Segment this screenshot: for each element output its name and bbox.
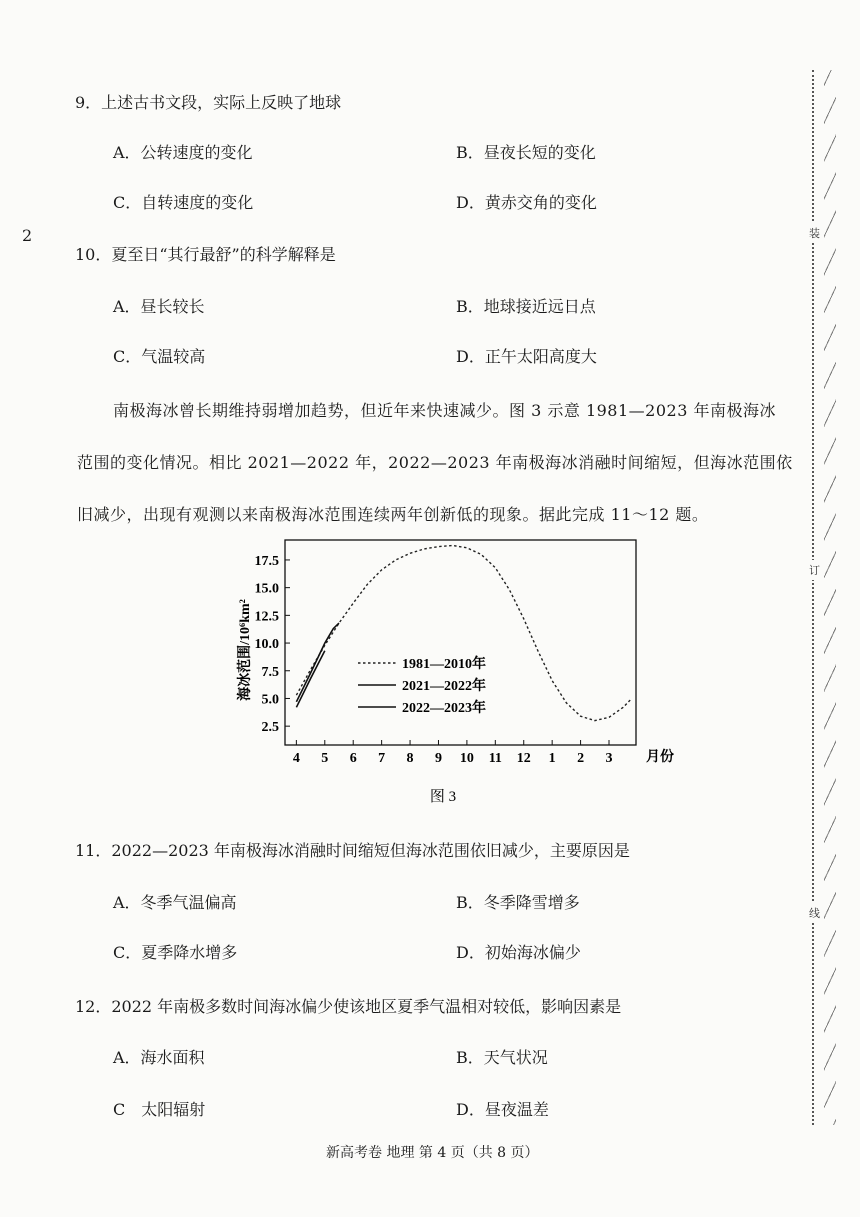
- legend-label: 2022—2023年: [402, 701, 486, 716]
- legend-label: 2021—2022年: [402, 679, 486, 694]
- option-b: B．地球接近远日点: [456, 297, 596, 316]
- y-tick-label: 2.5: [261, 720, 279, 736]
- x-tick-label: 9: [434, 751, 442, 766]
- legend-label: 1981—2010年: [402, 657, 486, 672]
- option-d: D．黄赤交角的变化: [456, 193, 597, 212]
- slash-pattern: [824, 70, 836, 1125]
- x-tick-label: 8: [406, 751, 414, 766]
- option-c: C．气温较高: [113, 347, 206, 366]
- chart-ticks: [255, 554, 613, 766]
- option-a: A．海水面积: [113, 1048, 205, 1067]
- question-stem: 12．2022 年南极多数时间海冰偏少使该地区夏季气温相对较低，影响因素是: [75, 997, 622, 1016]
- y-tick-label: 17.5: [254, 553, 279, 569]
- series-line-1: [296, 546, 631, 721]
- option-a: A．昼长较长: [113, 297, 205, 316]
- chart-xlabel: 月份: [646, 750, 674, 765]
- option-c: C．自转速度的变化: [113, 193, 254, 212]
- option-c: C．夏季降水增多: [113, 943, 238, 962]
- x-tick-label: 7: [378, 751, 386, 766]
- passage-line: 旧减少，出现有观测以来南极海冰范围连续两年创新低的现象。据此完成 11～12 题。: [77, 505, 709, 524]
- question-stem: 9．上述古书文段，实际上反映了地球: [75, 93, 342, 112]
- binding-label-ding: 订: [809, 560, 820, 580]
- series-line-3: [296, 651, 324, 708]
- option-d: D．昼夜温差: [456, 1100, 549, 1119]
- option-b: B．昼夜长短的变化: [456, 143, 596, 162]
- x-tick-label: 11: [488, 751, 502, 766]
- binding-margin: [809, 70, 840, 1125]
- binding-label-zhuang: 装: [809, 223, 820, 243]
- question-stem: 10．夏至日“其行最舒”的科学解释是: [75, 245, 336, 264]
- x-tick-label: 3: [605, 751, 613, 766]
- x-tick-label: 2: [577, 751, 585, 766]
- question-stem: 11．2022—2023 年南极海冰消融时间缩短但海冰范围依旧减少，主要原因是: [75, 841, 630, 860]
- binding-label-xian: 线: [809, 903, 820, 923]
- series-line-2: [296, 623, 339, 702]
- option-b: B．冬季降雪增多: [456, 893, 580, 912]
- chart-caption: 图 3: [429, 789, 457, 805]
- passage-line: 南极海冰曾长期维持弱增加趋势，但近年来快速减少。图 3 示意 1981—2023 年南极海冰: [113, 401, 776, 420]
- option-d: D．正午太阳高度大: [456, 347, 597, 366]
- x-tick-label: 10: [459, 751, 474, 766]
- y-tick-label: 7.5: [261, 664, 279, 680]
- chart-legend: [358, 655, 486, 716]
- chart-axes: [285, 540, 636, 745]
- x-tick-label: 12: [516, 751, 531, 766]
- passage-line: 范围的变化情况。相比 2021—2022 年，2022—2023 年南极海冰消融时间缩短，但海冰范围依: [77, 453, 793, 472]
- x-tick-label: 6: [349, 751, 357, 766]
- option-d: D．初始海冰偏少: [456, 943, 581, 962]
- chart-series: [296, 546, 631, 721]
- option-c: C 太阳辐射: [113, 1100, 206, 1119]
- plot-frame: [285, 540, 636, 745]
- x-tick-label: 1: [548, 751, 556, 766]
- x-tick-label: 5: [321, 751, 329, 766]
- chart-ylabel: 海冰范围/10⁶km²: [238, 599, 253, 701]
- y-tick-label: 5.0: [261, 692, 279, 708]
- y-tick-label: 12.5: [254, 609, 279, 625]
- option-a: A．公转速度的变化: [113, 143, 253, 162]
- option-b: B．天气状况: [456, 1048, 548, 1067]
- y-tick-label: 10.0: [254, 637, 279, 653]
- page-footer: 新高考卷 地理 第 4 页（共 8 页）: [326, 1145, 539, 1161]
- margin-number: 2: [22, 226, 33, 245]
- option-a: A．冬季气温偏高: [113, 893, 237, 912]
- y-tick-label: 15.0: [254, 581, 279, 597]
- x-tick-label: 4: [292, 751, 300, 766]
